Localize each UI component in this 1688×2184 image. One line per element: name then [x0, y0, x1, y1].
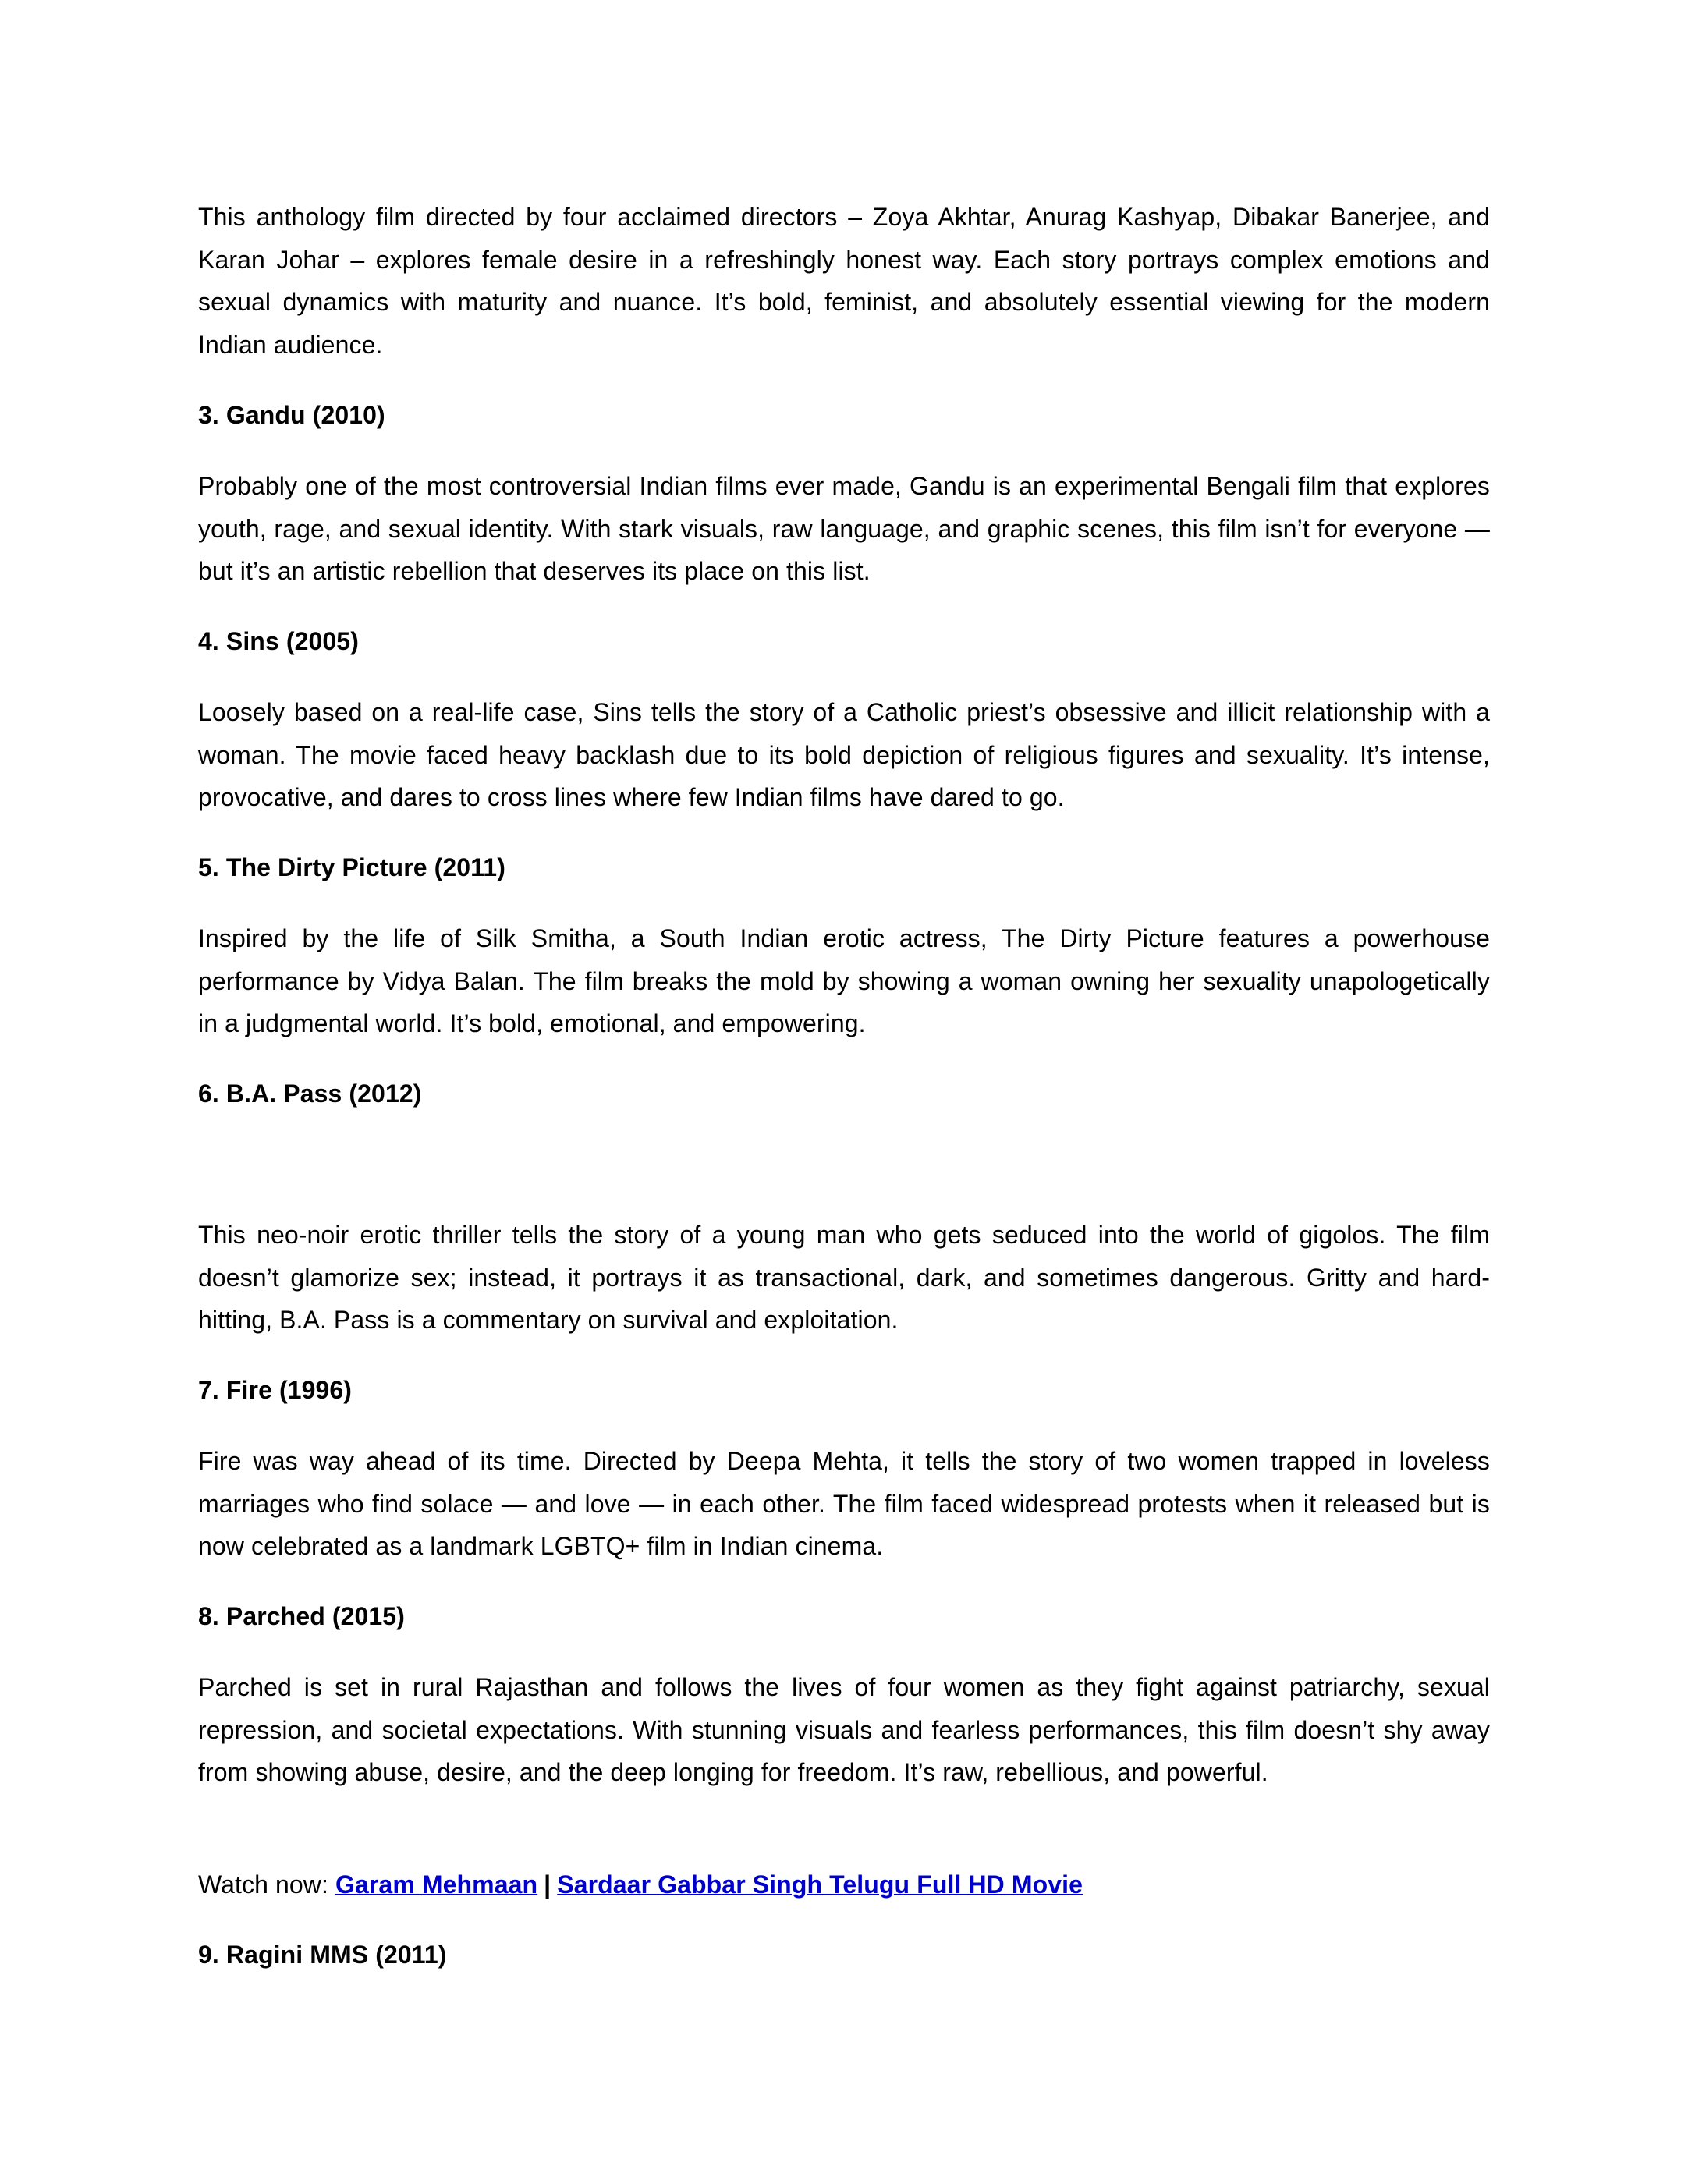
heading-dirty-picture: 5. The Dirty Picture (2011): [198, 853, 505, 881]
paragraph-gandu: Probably one of the most controversial Indian films ever made, Gandu is an experimental Bengali film that explores youth, rage, and sexual identity. With stark visuals, raw language, and graphic scenes, this film isn’t for everyone — but it’s an artistic rebellion that deserves its place on this list.: [198, 472, 1490, 585]
heading-ba-pass: 6. B.A. Pass (2012): [198, 1080, 422, 1108]
heading-sins: 4. Sins (2005): [198, 627, 359, 655]
paragraph-parched: Parched is set in rural Rajasthan and follows the lives of four women as they fight against patriarchy, sexual repression, and societal expectations. With stunning visuals and fearless performances, this film doesn’t shy away from showing abuse, desire, and the deep longing for freedom. It’s raw, rebellious, and powerful.: [198, 1673, 1490, 1786]
sardaar-gabbar-singh-link[interactable]: Sardaar Gabbar Singh Telugu Full HD Movie: [557, 1870, 1083, 1899]
paragraph-fire: Fire was way ahead of its time. Directed by Deepa Mehta, it tells the story of two women trapped in loveless marriages who find solace — and love — in each other. The film faced widespread protests when it released but is now celebrated as a landmark LGBTQ+ film in Indian cinema.: [198, 1447, 1490, 1560]
watch-now-prefix: Watch now:: [198, 1870, 335, 1899]
paragraph-ba-pass: This neo-noir erotic thriller tells the story of a young man who gets seduced into the world of gigolos. The film doesn’t glamorize sex; instead, it portrays it as transactional, dark, and sometimes dangerous. Gritty and hard-hitting, B.A. Pass is a commentary on survival and exploitation.: [198, 1221, 1490, 1334]
paragraph-dirty-picture: Inspired by the life of Silk Smitha, a South Indian erotic actress, The Dirty Picture features a powerhouse performance by Vidya Balan. The film breaks the mold by showing a woman owning her sexuality unapologetically in a judgmental world. It’s bold, emotional, and empowering.: [198, 924, 1490, 1037]
heading-gandu: 3. Gandu (2010): [198, 401, 385, 429]
heading-ragini-mms: 9. Ragini MMS (2011): [198, 1941, 447, 1969]
paragraph-sins: Loosely based on a real-life case, Sins tells the story of a Catholic priest’s obsessive and illicit relationship with a woman. The movie faced heavy backlash due to its bold depiction of religious figures and sexuality. It’s intense, provocative, and dares to cross lines where few Indian films have dared to go.: [198, 698, 1490, 811]
garam-mehmaan-link[interactable]: Garam Mehmaan: [335, 1870, 538, 1899]
watch-now-line: [198, 1863, 1490, 1906]
link-separator: |: [544, 1870, 551, 1899]
paragraph-lust-stories: This anthology film directed by four acclaimed directors – Zoya Akhtar, Anurag Kashyap, Dibakar Banerjee, and Karan Johar – explores female desire in a refreshingly honest way. Each story portrays complex emotions and sexual dynamics with maturity and nuance. It’s bold, feminist, and absolutely essential viewing for the modern Indian audience.: [198, 203, 1490, 359]
heading-fire: 7. Fire (1996): [198, 1376, 353, 1404]
heading-parched: 8. Parched (2015): [198, 1602, 405, 1630]
